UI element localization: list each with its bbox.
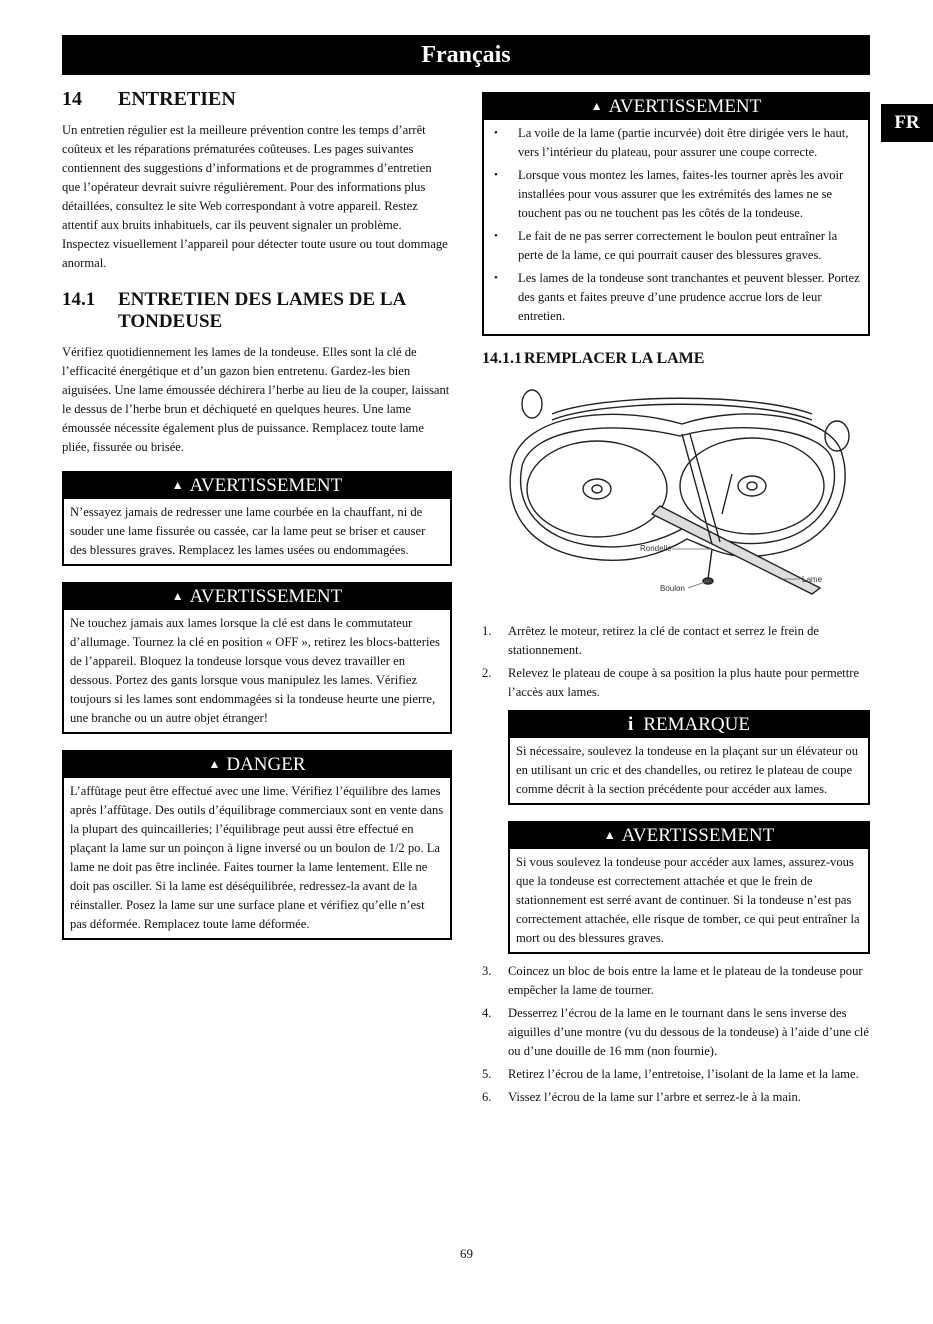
procedure-step: 5. Retirez l’écrou de la lame, l’entretoise, l’isolant de la lame et la lame. — [482, 1067, 859, 1081]
subsubsection-heading — [482, 350, 870, 368]
warning-box-text: Ne touchez jamais aux lames lorsque la clé est dans le commutateur d’allumage. Tournez la clé en position « OFF », retirez les blocs-batteries de l’appareil. Bloquez la tondeuse lorsque vous devez travailler en dessous. Portez des gants lorsque vous manipulez les lames. Vérifiez toujours si les lames sont endommagées si la tondeuse heurte une pierre, une branche ou un autre objet étranger! — [70, 616, 440, 725]
subsubsection-number: 14.1.1 — [482, 350, 522, 367]
page-header-title: Français — [421, 42, 511, 68]
subsection-number: 14.1 — [62, 289, 96, 310]
procedure-steps-second — [482, 962, 870, 1107]
procedure-step: 3. Coincez un bloc de bois entre la lame et le plateau de la tondeuse pour empêcher la lame de tourner. — [482, 964, 863, 997]
warning-box-blade-install — [482, 92, 870, 336]
warning-box-header — [510, 823, 868, 849]
procedure-step: 4. Desserrez l’écrou de la lame en le tournant dans le sens inverse des aiguilles d’une montre (vu du dessous de la tondeuse) à l’aide d’une clé ou d’une douille de 16 mm (non fournie). — [482, 1006, 869, 1058]
warning-box-title: AVERTISSEMENT — [608, 96, 762, 117]
danger-box-header — [64, 752, 450, 778]
warning-triangle-icon: ▲ — [208, 757, 221, 771]
warning-bullet-list — [490, 124, 862, 326]
warning-bullet: • Lorsque vous montez les lames, faites-les tourner après les avoir installées pour vous assurer que les extrémités des lames ne se touchent pas ou ne touchent pas les côtés de la tondeuse. — [490, 166, 862, 223]
warning-box-straighten — [62, 471, 452, 566]
warning-box-title: AVERTISSEMENT — [189, 586, 343, 607]
procedure-step: 2. Relevez le plateau de coupe à sa position la plus haute pour permettre l’accès aux lames. — [482, 666, 860, 699]
warning-box-title: AVERTISSEMENT — [189, 475, 343, 496]
language-tab — [881, 104, 933, 142]
warning-box-text: N’essayez jamais de redresser une lame courbée en la chauffant, ni de souder une lame fissurée ou cassée, car la lame peut se briser et causer des blessures graves. Remplacez les lames usées ou endommagées. — [70, 505, 426, 557]
warning-box-lift — [508, 821, 870, 954]
procedure-step: 1. Arrêtez le moteur, retirez la clé de contact et serrez le frein de stationnement. — [482, 624, 820, 657]
note-box-text: Si nécessaire, soulevez la tondeuse en la plaçant sur un élévateur ou en utilisant un cric et des chandelles, ou retirez le plateau de coupe comme décrit à la section précédente pour accéder aux lames. — [516, 744, 858, 796]
figure-label-blade: Lame — [802, 575, 823, 584]
figure-label-bolt: Boulon — [660, 584, 685, 593]
section-heading — [62, 88, 452, 111]
warning-box-header — [64, 473, 450, 499]
right-column — [482, 92, 870, 1111]
left-column — [62, 88, 452, 956]
warning-box-key — [62, 582, 452, 734]
blade-maintenance-paragraph: Vérifiez quotidiennement les lames de la tondeuse. Elles sont la clé de l’efficacité énergétique et d’un gazon bien entretenu. Gardez-les bien aiguisées. Une lame émoussée déchirera l’herbe au lieu de la couper, laissant le dessus de l’herbe brun et déchiqueté en quelques heures. Une lame émoussée nécessite également plus de puissance. Remplacez toute lame pliée, fissurée ou brisée. — [62, 345, 450, 454]
warning-triangle-icon: ▲ — [171, 478, 184, 492]
subsection-heading — [62, 289, 452, 333]
danger-box-text: L’affûtage peut être effectué avec une lime. Vérifiez l’équilibre des lames après l’affûtage. Des outils d’équilibrage commerciaux sont en vente dans la plupart des quincailleries; l’équilibrage peut aussi être effectué en plaçant la lame sur un poinçon à ligne inversé ou un boulon de 1/2 po. La lame ne doit pas être inclinée. Faites tourner la lame lentement. Elle ne doit pas osciller. Si la lame est déséquilibrée, redressez-la avant de la réinstaller. Posez la lame sur une surface plane et vérifiez qu’elle n’est pas déformée. Remplacez toute lame déformée. — [70, 784, 444, 931]
warning-bullet: • Le fait de ne pas serrer correctement le boulon peut entraîner la perte de la lame, ce qui pourrait causer des blessures graves. — [490, 227, 862, 265]
note-box-title: REMARQUE — [643, 714, 750, 735]
mower-deck-illustration — [482, 374, 870, 614]
note-box-header — [510, 712, 868, 738]
note-box — [508, 710, 870, 805]
section-title: ENTRETIEN — [118, 88, 236, 110]
info-icon: i — [628, 714, 634, 735]
warning-triangle-icon: ▲ — [590, 99, 603, 113]
warning-bullet: • Les lames de la tondeuse sont tranchantes et peuvent blesser. Portez des gants et faites preuve d’une prudence accrue lors de leur entretien. — [490, 269, 862, 326]
page-header-bar — [62, 35, 870, 75]
danger-box-title: DANGER — [226, 754, 306, 775]
warning-triangle-icon: ▲ — [171, 589, 184, 603]
warning-box-title: AVERTISSEMENT — [621, 825, 775, 846]
procedure-steps-first — [482, 622, 870, 702]
language-tab-label: FR — [894, 112, 920, 133]
procedure-step: 6. Vissez l’écrou de la lame sur l’arbre et serrez-le à la main. — [482, 1090, 801, 1104]
page-number: 69 — [460, 1246, 473, 1261]
danger-box-sharpening — [62, 750, 452, 940]
warning-bullet: • La voile de la lame (partie incurvée) doit être dirigée vers le haut, vers l’intérieur du plateau, pour assurer une coupe correcte. — [490, 124, 862, 162]
subsubsection-title: REMPLACER LA LAME — [524, 350, 705, 367]
section-number: 14 — [62, 88, 82, 110]
figure-label-washer: Rondelle — [640, 544, 672, 553]
intro-paragraph: Un entretien régulier est la meilleure prévention contre les temps d’arrêt coûteux et les réparations prématurées coûteuses. Les pages suivantes contiennent des suggestions d’informations et de programmes d’entretien que l’opérateur devrait suivre régulièrement. Pour des informations plus détaillées, consultez le site Web correspondant à votre appareil. Restez attentif aux bruits inhabituels, car ils peuvent signaler un problème. Inspectez visuellement l’appareil pour détecter toute usure ou tout dommage anormal. — [62, 123, 448, 270]
subsection-title: ENTRETIEN DES LAMES DE LA TONDEUSE — [118, 289, 406, 332]
warning-box-text: Si vous soulevez la tondeuse pour accéder aux lames, assurez-vous que la tondeuse est correctement attachée et que le frein de stationnement est serré avant de continuer. Si la tondeuse n’est pas correctement attachée, elle risque de tomber, ce qui peut entraîner la mort ou des blessures graves. — [516, 855, 860, 945]
warning-box-header — [64, 584, 450, 610]
warning-triangle-icon: ▲ — [603, 828, 616, 842]
warning-box-header — [484, 94, 868, 120]
